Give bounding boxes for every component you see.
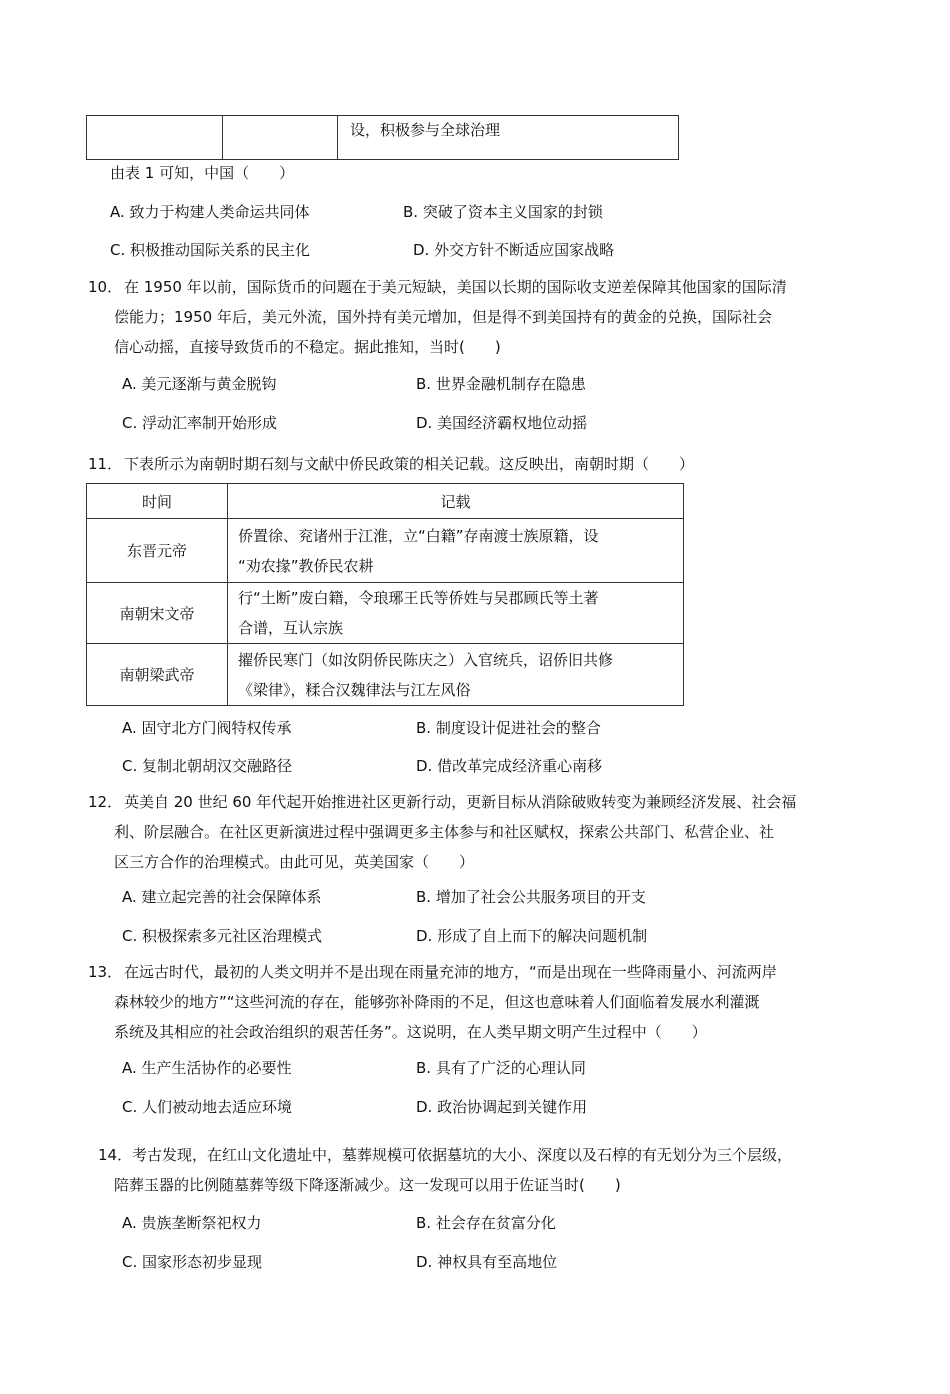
q9-option-b[interactable]: B. 突破了资本主义国家的封锁 [403,203,603,221]
q11-table-row-2-time: 南朝宋文帝 [87,583,228,644]
q10-option-b[interactable]: B. 世界金融机制存在隐患 [416,375,586,393]
q14-option-b[interactable]: B. 社会存在贫富分化 [416,1214,556,1232]
q14-stem-line-2: 陪葬玉器的比例随墓葬等级下降逐渐减少。这一发现可以用于佐证当时( ) [114,1176,621,1194]
q14-option-d[interactable]: D. 神权具有至高地位 [416,1253,558,1271]
q12-option-c[interactable]: C. 积极探索多元社区治理模式 [122,927,323,945]
q11-table-row-3-time: 南朝梁武帝 [87,644,228,706]
q12-stem-line-1: 英美自 20 世纪 60 年代起开始推进社区更新行动，更新目标从消除破败转变为兼顾经济发展、社会福 [124,793,797,811]
q13-option-b[interactable]: B. 具有了广泛的心理认同 [416,1059,586,1077]
q9-option-a[interactable]: A. 致力于构建人类命运共同体 [110,203,310,221]
q10-number: 10． [88,278,123,296]
q11-row-3-record-line-2: 《梁律》，糅合汉魏律法与江左风俗 [238,680,471,699]
q14-stem-line-1: 考古发现，在红山文化遗址中，墓葬规模可依据墓坑的大小、深度以及石椁的有无划分为三个层级， [132,1146,793,1164]
q11-table-header-time: 时间 [87,484,228,519]
q9-option-c[interactable]: C. 积极推动国际关系的民主化 [110,241,311,259]
q13-stem-line-2: 森林较少的地方”“这些河流的存在，能够弥补降雨的不足，但这也意味着人们面临着发展水利灌溉 [114,993,760,1011]
q10-stem-line-3: 信心动摇，直接导致货币的不稳定。据此推知，当时( ) [114,338,501,356]
q11-table-row-1-record [228,519,684,583]
q11-number: 11． [88,455,123,473]
q10-stem-line-2: 偿能力；1950 年后，美元外流，国外持有美元增加，但是得不到美国持有的黄金的兑换，国际社会 [114,308,772,326]
top-table-cell-1 [87,116,223,160]
q12-stem-line-3: 区三方合作的治理模式。由此可见，英美国家（ ） [114,853,475,871]
q11-option-c[interactable]: C. 复制北朝胡汉交融路径 [122,757,293,775]
q12-option-a[interactable]: A. 建立起完善的社会保障体系 [122,888,322,906]
q11-row-3-record-line-1: 擢侨民寒门（如汝阴侨民陈庆之）入官统兵，诏侨旧共修 [238,650,614,669]
q10-option-d[interactable]: D. 美国经济霸权地位动摇 [416,414,588,432]
q13-stem-line-1: 在远古时代，最初的人类文明并不是出现在雨量充沛的地方，“而是出现在一些降雨量小、河流两岸 [124,963,777,981]
top-table-cell-3-text: 设，积极参与全球治理 [350,121,501,139]
q13-option-c[interactable]: C. 人们被动地去适应环境 [122,1098,293,1116]
q13-stem-line-3: 系统及其相应的社会政治组织的艰苦任务”。这说明，在人类早期文明产生过程中（ ） [114,1023,707,1041]
q11-table-row-1-time: 东晋元帝 [87,519,228,583]
q12-number: 12． [88,793,123,811]
q11-table [86,483,684,706]
q13-number: 13． [88,963,123,981]
q13-option-d[interactable]: D. 政治协调起到关键作用 [416,1098,588,1116]
top-table-cell-2 [223,116,338,160]
q13-option-a[interactable]: A. 生产生活协作的必要性 [122,1059,292,1077]
q11-row-1-record-line-2: “劝农掾”教侨民农耕 [238,556,374,575]
top-table-cell-3 [338,116,679,160]
q12-stem-line-2: 利、阶层融合。在社区更新演进过程中强调更多主体参与和社区赋权，探索公共部门、私营企业、社 [114,823,775,841]
q11-table-header-record: 记载 [228,484,684,519]
q9-option-d[interactable]: D. 外交方针不断适应国家战略 [413,241,615,259]
q11-row-2-record-line-2: 合谱，互认宗族 [238,619,344,637]
q11-row-1-record-line-1: 侨置徐、兖诸州于江淮，立“白籍”存南渡士族原籍，设 [238,526,599,545]
q11-option-a[interactable]: A. 固守北方门阀特权传承 [122,719,292,737]
q14-option-a[interactable]: A. 贵族垄断祭祀权力 [122,1214,262,1232]
q10-option-a[interactable]: A. 美元逐渐与黄金脱钩 [122,375,277,393]
q14-option-c[interactable]: C. 国家形态初步显现 [122,1253,263,1271]
q10-option-c[interactable]: C. 浮动汇率制开始形成 [122,414,278,432]
q11-option-d[interactable]: D. 借改革完成经济重心南移 [416,757,603,775]
q11-table-row-3-record [228,644,684,706]
q9-stem: 由表 1 可知，中国（ ） [110,164,295,182]
q11-option-b[interactable]: B. 制度设计促进社会的整合 [416,719,601,737]
q11-stem: 下表所示为南朝时期石刻与文献中侨民政策的相关记载。这反映出，南朝时期（ ） [124,455,695,473]
q10-stem-line-1: 在 1950 年以前，国际货币的问题在于美元短缺，美国以长期的国际收支逆差保障其他国家的国际清 [124,278,787,296]
q11-table-row-2-record [228,583,684,644]
top-table-fragment [86,115,679,160]
q12-option-b[interactable]: B. 增加了社会公共服务项目的开支 [416,888,646,906]
q14-number: 14． [98,1146,133,1164]
q11-row-2-record-line-1: 行“土断”废白籍，令琅琊王氏等侨姓与吴郡顾氏等土著 [238,589,599,607]
q12-option-d[interactable]: D. 形成了自上而下的解决问题机制 [416,927,648,945]
